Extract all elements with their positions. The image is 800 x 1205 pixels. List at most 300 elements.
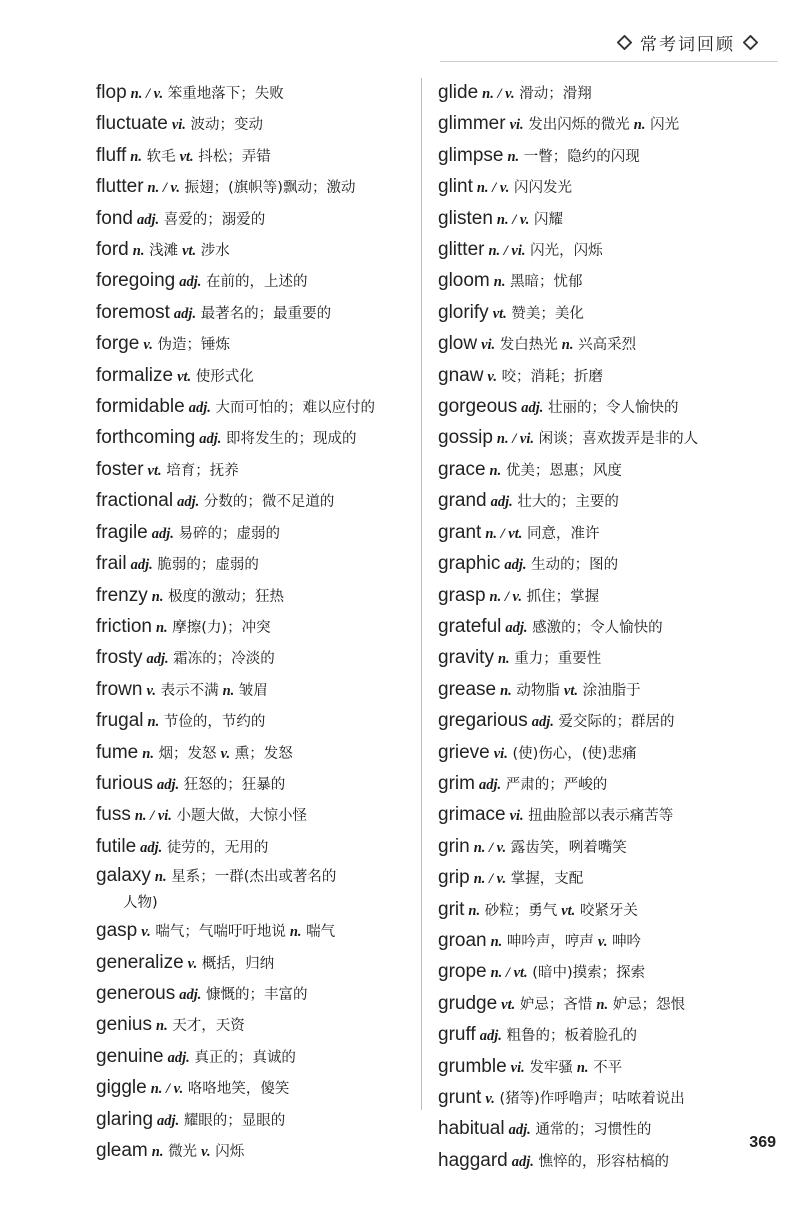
part-of-speech: adj. — [531, 714, 554, 731]
headword: fluff — [96, 144, 127, 166]
headword: formidable — [96, 396, 185, 418]
vocab-entry — [96, 204, 414, 235]
part-of-speech: v. — [146, 682, 156, 699]
part-of-speech: n. — [500, 682, 512, 699]
vocab-entry — [438, 1083, 778, 1114]
vocab-entry — [96, 329, 414, 360]
vocab-entry — [96, 109, 414, 140]
part-of-speech: vi. — [510, 1059, 525, 1076]
definition: 掌握，支配 — [510, 871, 584, 888]
definition: 闪耀 — [534, 211, 564, 228]
vocab-entry — [438, 895, 778, 926]
vocab-column-right — [438, 78, 778, 1177]
definition: 霜冻的；冷淡的 — [173, 651, 275, 668]
part-of-speech: adj. — [490, 494, 513, 511]
vocab-entry — [438, 141, 778, 172]
part-of-speech: v. — [187, 955, 198, 972]
definition: 粗鲁的；板着脸孔的 — [506, 1028, 637, 1045]
definition: (猪等)作呼噜声；咕哝着说出 — [499, 1091, 685, 1107]
headword: gruff — [438, 1024, 476, 1046]
definition: 壮大的；主要的 — [517, 494, 619, 511]
definition: 闪光 — [650, 117, 680, 134]
headword: gloom — [438, 270, 490, 292]
vocab-entry — [96, 643, 414, 674]
headword: glint — [438, 176, 473, 198]
headword: gravity — [438, 647, 494, 669]
definition: 不平 — [593, 1059, 623, 1076]
part-of-speech: n. — [151, 588, 164, 605]
part-of-speech: adj. — [151, 525, 174, 542]
headword: ford — [96, 239, 129, 261]
definition: 涉水 — [200, 243, 230, 260]
headword: grope — [438, 961, 487, 983]
part-of-speech: n. / vi. — [488, 243, 526, 260]
vocab-entry — [96, 235, 414, 266]
definition: 憔悴的，形容枯槁的 — [538, 1153, 669, 1170]
part-of-speech: v. — [141, 924, 151, 941]
headword: grease — [438, 678, 497, 700]
definition: 极度的激动；狂热 — [168, 588, 285, 605]
part-of-speech: adj. — [188, 400, 211, 417]
definition: 最著名的；最重要的 — [200, 305, 332, 322]
definition: 慷慨的；丰富的 — [206, 986, 308, 1003]
part-of-speech: n. — [130, 148, 142, 165]
definition: 皱眉 — [238, 682, 268, 699]
part-of-speech: n. — [497, 651, 510, 668]
headword: glow — [438, 333, 478, 355]
vocab-entry — [96, 769, 414, 800]
definition: 软毛 — [146, 148, 176, 165]
headword: flutter — [96, 176, 144, 198]
definition: 壮丽的；令人愉快的 — [548, 400, 679, 417]
vocab-entry — [438, 926, 778, 957]
headword: gregarious — [438, 710, 528, 732]
headword: glisten — [438, 207, 493, 229]
part-of-speech: vt. — [182, 243, 197, 260]
vocab-entry — [96, 172, 414, 203]
part-of-speech: n. / v. — [147, 180, 181, 197]
definition: (使)伤心，(使)悲痛 — [512, 745, 637, 762]
definition: 喜爱的；溺爱的 — [163, 211, 266, 228]
definition: 抓住；掌握 — [526, 588, 600, 605]
definition: 扭曲脸部以表示痛苦等 — [528, 808, 674, 825]
part-of-speech: n. / v. — [473, 839, 507, 856]
definition: (暗中)摸索；探索 — [532, 965, 646, 982]
page-header — [617, 30, 758, 55]
definition: 同意，准许 — [526, 525, 600, 542]
headword: grunt — [438, 1087, 482, 1108]
definition: 呻吟声，哼声 — [506, 933, 594, 950]
vocab-entry — [96, 675, 414, 706]
definition: 闪烁 — [215, 1144, 245, 1160]
vocab-entry — [96, 863, 414, 916]
definition: 咯咯地笑，傻笑 — [187, 1081, 290, 1098]
headword: fragile — [96, 521, 148, 543]
part-of-speech: n. / v. — [150, 1081, 184, 1098]
headword: glimpse — [438, 144, 504, 166]
part-of-speech: adj. — [521, 400, 544, 417]
definition: 熏；发怒 — [234, 745, 293, 762]
vocab-entry — [96, 486, 414, 517]
headword: grumble — [438, 1055, 507, 1077]
part-of-speech: adj. — [177, 494, 200, 511]
definition-continuation: 人物) — [123, 895, 158, 912]
part-of-speech: n. / v. — [473, 871, 507, 888]
definition: 伪造；锤炼 — [157, 337, 230, 354]
headword: grateful — [438, 615, 502, 637]
headword: fractional — [96, 490, 174, 512]
definition: 摩擦(力)；冲突 — [172, 619, 271, 636]
definition: 使形式化 — [195, 368, 254, 385]
definition: 砂粒；勇气 — [484, 902, 558, 919]
vocab-entry — [96, 800, 414, 831]
section-title: 常考词回顾 — [640, 35, 735, 55]
vocab-entry — [96, 581, 414, 612]
vocab-entry — [438, 769, 778, 800]
vocab-entry — [96, 549, 414, 580]
part-of-speech: vt. — [561, 902, 576, 919]
part-of-speech: v. — [220, 745, 231, 762]
vocab-entry — [438, 455, 778, 486]
headword: glide — [438, 82, 479, 103]
vocab-entry — [438, 392, 778, 423]
definition: 呻吟 — [612, 933, 642, 950]
definition: 脆弱的；虚弱的 — [157, 557, 259, 574]
definition: 优美；恩惠；风度 — [505, 462, 622, 479]
definition: 天才，天资 — [172, 1018, 245, 1035]
part-of-speech: adj. — [130, 557, 153, 574]
part-of-speech: n. — [147, 714, 160, 731]
definition: 发牢骚 — [529, 1059, 573, 1076]
headword: gleam — [96, 1140, 148, 1161]
vocab-entry — [96, 455, 414, 486]
definition: 易碎的；虚弱的 — [178, 525, 281, 542]
vocab-entry — [438, 1052, 778, 1083]
vocab-entry — [438, 266, 778, 297]
headword: grudge — [438, 992, 498, 1014]
vocab-entry — [438, 989, 778, 1020]
vocab-entry — [96, 1073, 414, 1104]
part-of-speech: adj. — [173, 305, 197, 322]
vocab-column-left — [96, 78, 414, 1167]
headword: fluctuate — [96, 113, 168, 135]
headword: grand — [438, 490, 487, 512]
headword: generalize — [96, 951, 184, 973]
headword: gasp — [96, 920, 138, 942]
headword: glimmer — [438, 113, 506, 135]
vocab-entry — [96, 266, 414, 297]
part-of-speech: vt. — [501, 996, 516, 1013]
part-of-speech: n. — [596, 996, 609, 1013]
headword: grimace — [438, 804, 506, 826]
definition: 赞美；美化 — [511, 305, 584, 322]
vocab-entry — [96, 832, 414, 863]
part-of-speech: n. / v. — [489, 588, 523, 605]
vocab-entry — [96, 141, 414, 172]
headword: formalize — [96, 364, 174, 386]
definition: 露齿笑，咧着嘴笑 — [510, 839, 627, 856]
column-divider — [421, 78, 422, 1110]
headword: genuine — [96, 1045, 164, 1067]
part-of-speech: adj. — [146, 651, 169, 668]
part-of-speech: n. — [155, 619, 168, 636]
vocab-entry — [438, 800, 778, 831]
headword: flop — [96, 82, 127, 103]
definition: 咬紧牙关 — [579, 902, 638, 919]
part-of-speech: adj. — [505, 619, 528, 636]
part-of-speech: n. — [156, 1018, 168, 1035]
part-of-speech: n. — [493, 274, 506, 291]
part-of-speech: n. — [222, 682, 235, 699]
part-of-speech: adj. — [508, 1122, 531, 1139]
part-of-speech: adj. — [504, 557, 527, 574]
headword: frosty — [96, 647, 143, 669]
part-of-speech: n. / v. — [496, 211, 530, 228]
headword: glorify — [438, 301, 489, 323]
vocab-entry — [438, 643, 778, 674]
headword: fuss — [96, 804, 131, 826]
vocab-entry — [96, 612, 414, 643]
definition: 黑暗；忧郁 — [510, 274, 583, 291]
part-of-speech: v. — [143, 337, 153, 354]
part-of-speech: v. — [485, 1091, 495, 1107]
part-of-speech: adj. — [478, 776, 502, 793]
part-of-speech: n. — [151, 1144, 164, 1160]
headword: futile — [96, 835, 137, 857]
definition: 喘气 — [306, 924, 336, 941]
part-of-speech: adj. — [140, 839, 163, 856]
part-of-speech: adj. — [157, 776, 180, 793]
part-of-speech: vi. — [509, 117, 524, 134]
part-of-speech: adj. — [179, 986, 202, 1003]
headword: gorgeous — [438, 396, 518, 418]
headword: generous — [96, 982, 176, 1004]
headword: forthcoming — [96, 427, 196, 449]
vocab-entry — [438, 172, 778, 203]
part-of-speech: n. / v. — [482, 86, 515, 102]
headword: furious — [96, 772, 154, 794]
headword: grin — [438, 835, 470, 857]
definition: 概括，归纳 — [201, 955, 275, 972]
vocab-entry — [438, 329, 778, 360]
definition: 笨重地落下；失败 — [167, 86, 284, 102]
headword: grant — [438, 521, 482, 543]
definition: 分数的；微不足道的 — [203, 494, 335, 511]
vocab-entry — [96, 948, 414, 979]
vocab-entry — [438, 298, 778, 329]
definition: 闲谈；喜欢拨弄是非的人 — [538, 431, 699, 448]
definition: 微光 — [168, 1144, 198, 1160]
headword: grim — [438, 772, 475, 794]
definition: 严肃的；严峻的 — [505, 776, 608, 793]
part-of-speech: v. — [597, 933, 608, 950]
definition: 在前的，上述的 — [206, 274, 308, 291]
part-of-speech: n. — [576, 1059, 589, 1076]
part-of-speech: n. — [154, 869, 167, 886]
vocab-entry — [438, 612, 778, 643]
definition: 闪闪发光 — [513, 180, 572, 197]
vocab-entry — [438, 863, 778, 894]
definition: 动物脂 — [516, 682, 560, 699]
definition: 即将发生的；现成的 — [226, 431, 357, 448]
vocab-entry — [96, 1136, 414, 1167]
definition: 闪光，闪烁 — [530, 243, 603, 260]
part-of-speech: vt. — [147, 462, 162, 479]
vocab-entry — [438, 78, 778, 109]
vocab-entry — [96, 361, 414, 392]
part-of-speech: vt. — [492, 305, 507, 322]
headword: glaring — [96, 1108, 154, 1130]
header-rule — [440, 61, 778, 62]
definition: 爱交际的；群居的 — [558, 714, 675, 731]
headword: friction — [96, 615, 152, 637]
headword: grit — [438, 898, 465, 920]
headword: frail — [96, 553, 127, 575]
headword: foregoing — [96, 270, 176, 292]
headword: foremost — [96, 301, 170, 323]
part-of-speech: vt. — [177, 368, 192, 385]
part-of-speech: vt. — [179, 148, 194, 165]
definition: 表示不满 — [160, 682, 219, 699]
vocab-entry — [438, 675, 778, 706]
definition: 通常的；习惯性的 — [535, 1122, 652, 1139]
definition: 真正的；真诚的 — [194, 1049, 296, 1066]
headword: grasp — [438, 584, 486, 606]
definition: 抖松；弄错 — [198, 148, 271, 165]
vocab-entry — [438, 832, 778, 863]
part-of-speech: v. — [487, 368, 497, 385]
vocab-entry — [96, 738, 414, 769]
definition: 发出闪烁的微光 — [528, 117, 630, 134]
vocab-entry — [96, 518, 414, 549]
definition: 培育；抚养 — [166, 462, 239, 479]
vocab-entry — [96, 979, 414, 1010]
definition: 烟；发怒 — [158, 745, 217, 762]
headword: groan — [438, 929, 487, 951]
headword: frown — [96, 678, 143, 700]
vocab-entry — [438, 423, 778, 454]
part-of-speech: vi. — [493, 745, 508, 762]
vocab-entry — [438, 361, 778, 392]
headword: gnaw — [438, 364, 484, 386]
definition: 涂油脂于 — [582, 682, 641, 699]
part-of-speech: n. / v. — [130, 86, 164, 102]
part-of-speech: adj. — [167, 1049, 190, 1066]
part-of-speech: adj. — [479, 1028, 502, 1045]
definition: 狂怒的；狂暴的 — [183, 776, 286, 793]
part-of-speech: vi. — [171, 117, 186, 134]
definition: 滑动；滑翔 — [519, 86, 592, 102]
headword: galaxy — [96, 865, 151, 887]
headword: frugal — [96, 710, 144, 732]
part-of-speech: adj. — [157, 1112, 180, 1129]
vocab-entry — [438, 235, 778, 266]
definition: 咬；消耗；折磨 — [501, 368, 604, 385]
definition: 重力；重要性 — [514, 651, 602, 668]
diamond-ornament-icon — [743, 35, 758, 50]
headword: genius — [96, 1014, 152, 1036]
headword: grace — [438, 458, 486, 480]
vocab-entry — [96, 423, 414, 454]
vocab-entry — [438, 549, 778, 580]
part-of-speech: n. — [490, 933, 503, 950]
vocab-entry — [438, 518, 778, 549]
headword: grip — [438, 867, 470, 889]
headword: giggle — [96, 1077, 147, 1099]
vocab-entry — [438, 706, 778, 737]
definition: 妒忌；吝惜 — [519, 996, 593, 1013]
headword: frenzy — [96, 584, 148, 606]
diamond-ornament-icon — [617, 35, 632, 50]
vocab-entry — [438, 738, 778, 769]
vocab-entry — [438, 204, 778, 235]
definition: 妒忌；怨恨 — [612, 996, 686, 1013]
headword: fond — [96, 207, 133, 229]
vocab-entry — [96, 1042, 414, 1073]
part-of-speech: n. / vi. — [496, 431, 534, 448]
definition: 振翅；(旗帜等)飘动；激动 — [184, 180, 356, 197]
part-of-speech: n. / vi. — [134, 808, 172, 825]
part-of-speech: adj. — [179, 274, 202, 291]
part-of-speech: n. — [489, 462, 502, 479]
part-of-speech: n. — [289, 924, 302, 941]
definition: 小题大做，大惊小怪 — [176, 808, 308, 825]
definition: 大而可怕的；难以应付的 — [215, 400, 375, 417]
part-of-speech: n. — [132, 243, 145, 260]
definition: 浅滩 — [149, 243, 179, 260]
vocab-entry — [438, 1146, 778, 1177]
vocab-entry — [438, 1020, 778, 1051]
vocab-entry — [96, 916, 414, 947]
vocab-entry — [96, 1010, 414, 1041]
definition: 兴高采烈 — [578, 337, 637, 354]
part-of-speech: vi. — [509, 808, 524, 825]
definition: 波动；变动 — [190, 117, 264, 134]
definition: 耀眼的；显眼的 — [183, 1112, 286, 1129]
vocab-entry — [96, 706, 414, 737]
headword: fume — [96, 741, 139, 763]
part-of-speech: vt. — [563, 682, 579, 699]
definition: 徒劳的，无用的 — [166, 839, 269, 856]
part-of-speech: n. / v. — [476, 180, 510, 197]
headword: foster — [96, 458, 144, 480]
definition: 发白热光 — [499, 337, 558, 354]
vocab-entry — [438, 957, 778, 988]
vocab-entry — [438, 1114, 778, 1145]
headword: grieve — [438, 741, 490, 763]
part-of-speech: n. — [633, 117, 646, 134]
part-of-speech: v. — [201, 1144, 211, 1160]
headword: graphic — [438, 553, 501, 575]
vocab-entry — [438, 581, 778, 612]
page-number: 369 — [749, 1134, 776, 1151]
headword: haggard — [438, 1149, 508, 1171]
headword: glitter — [438, 239, 485, 261]
part-of-speech: adj. — [511, 1153, 534, 1170]
headword: gossip — [438, 427, 493, 449]
definition: 感激的；令人愉快的 — [532, 619, 663, 636]
part-of-speech: n. — [507, 148, 520, 165]
part-of-speech: adj. — [199, 431, 222, 448]
part-of-speech: vi. — [481, 337, 496, 354]
vocab-entry — [96, 298, 414, 329]
vocab-entry — [438, 486, 778, 517]
vocab-entry — [438, 109, 778, 140]
part-of-speech: n. / vt. — [485, 525, 523, 542]
vocab-entry — [96, 1105, 414, 1136]
vocab-entry — [96, 392, 414, 423]
headword: forge — [96, 333, 140, 355]
